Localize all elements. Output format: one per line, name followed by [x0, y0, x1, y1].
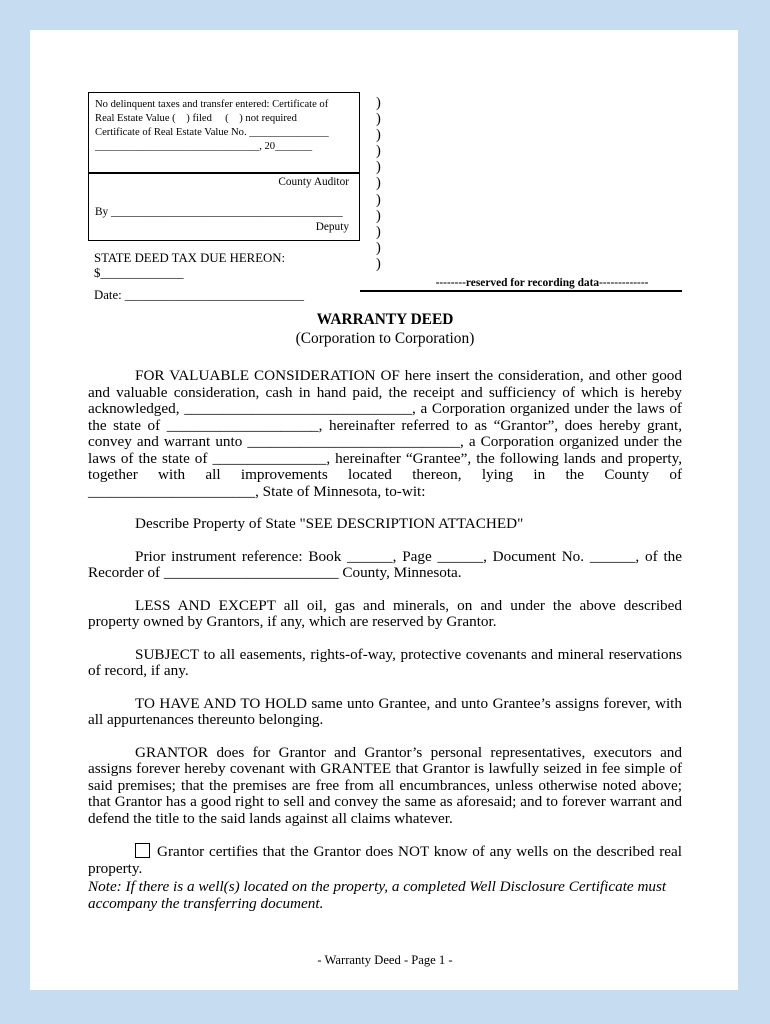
paragraph-subject-to: SUBJECT to all easements, rights-of-way, protective covenants and mineral reservations of record, if any. [88, 645, 682, 679]
auditor-certificate-box [88, 92, 360, 241]
document-subtitle: (Corporation to Corporation) [295, 330, 475, 347]
paren-mark: ) [376, 111, 381, 128]
reserved-for-recording-label: --------reserved for recording data------------- [435, 277, 649, 289]
county-auditor-rule [89, 172, 359, 174]
paren-column [360, 92, 402, 290]
well-certification-text: Grantor certifies that the Grantor does NOT know of any wells on the described real property. [88, 843, 682, 877]
document-title: WARRANTY DEED [316, 311, 454, 328]
paren-mark: ) [376, 143, 381, 160]
paragraph-to-have-and-hold: TO HAVE AND TO HOLD same unto Grantee, and unto Grantee’s assigns forever, with all appurtenances thereunto belonging. [88, 694, 682, 728]
date-line: Date: ____________________________ [94, 288, 305, 302]
deed-body [88, 368, 682, 928]
certificate-number-line: Certificate of Real Estate Value No. _______________ [95, 127, 329, 138]
paren-mark: ) [376, 175, 381, 192]
county-auditor-label: County Auditor [278, 176, 349, 188]
paren-mark: ) [376, 127, 381, 144]
paragraph-describe-property: Describe Property of State "SEE DESCRIPTION ATTACHED" [135, 515, 524, 532]
paragraph-less-and-except: LESS AND EXCEPT all oil, gas and minerals, on and under the above described property owned by Grantors, if any, which are reserved by Grantor. [88, 596, 682, 630]
deputy-label: Deputy [315, 221, 349, 233]
paragraph-well-certification [88, 843, 682, 877]
auditor-column [88, 92, 360, 302]
no-delinquent-taxes-line: No delinquent taxes and transfer entered: Certificate of [95, 99, 329, 110]
paren-mark: ) [376, 207, 381, 224]
paren-mark: ) [376, 223, 381, 240]
paren-mark: ) [376, 239, 381, 256]
page-footer: - Warranty Deed - Page 1 - [317, 953, 453, 967]
paren-mark: ) [376, 255, 381, 272]
well-certification-checkbox[interactable] [135, 843, 150, 858]
paren-mark: ) [376, 159, 381, 176]
state-deed-tax-line: STATE DEED TAX DUE HEREON: $_____________ [94, 251, 286, 280]
by-signature-line: By _________________________________________ [95, 206, 343, 218]
title-block [88, 310, 682, 348]
recording-header [88, 92, 682, 302]
paren-mark: ) [376, 95, 381, 111]
date-blank-line: _______________________________, 20_______ [95, 141, 313, 152]
recording-data-area [360, 92, 682, 292]
paragraph-grantor-covenant: GRANTOR does for Grantor and Grantor’s personal representatives, executors and assigns forever hereby covenant with GRANTEE that Grantor is lawfully seized in fee simple of said premises; that the premises are free from all encumbrances, unless otherwise noted above; that Grantor has a good right to sell and convey the same as aforesaid; and to forever warrant and defend the title to the said lands against all claims whatever. [88, 743, 682, 827]
document-page [30, 30, 738, 990]
real-estate-value-line: Real Estate Value ( ) filed ( ) not required [95, 113, 297, 124]
paren-mark: ) [376, 191, 381, 208]
paragraph-prior-instrument: Prior instrument reference: Book ______, Page ______, Document No. ______, of the Recorder of _______________________ County, Minnesota. [88, 547, 682, 581]
paragraph-consideration: FOR VALUABLE CONSIDERATION OF here insert the consideration, and other good and valuable consideration, cash in hand paid, the receipt and sufficiency of which is hereby acknowledged, ______________________________, a Corporation organized under the laws of the state of ____________________, hereinafter referred to as “Grantor”, does hereby grant, convey and warrant unto ____________________________, a Corporation organized under the laws of the state of _______________, hereinafter “Grantee”, the following lands and property, together with all improvements located thereon, lying in the County of ______________________, State of Minnesota, to-wit: [88, 367, 682, 500]
well-disclosure-note: Note: If there is a well(s) located on the property, a completed Well Disclosure Certificate must accompany the transferring document. [88, 878, 667, 912]
